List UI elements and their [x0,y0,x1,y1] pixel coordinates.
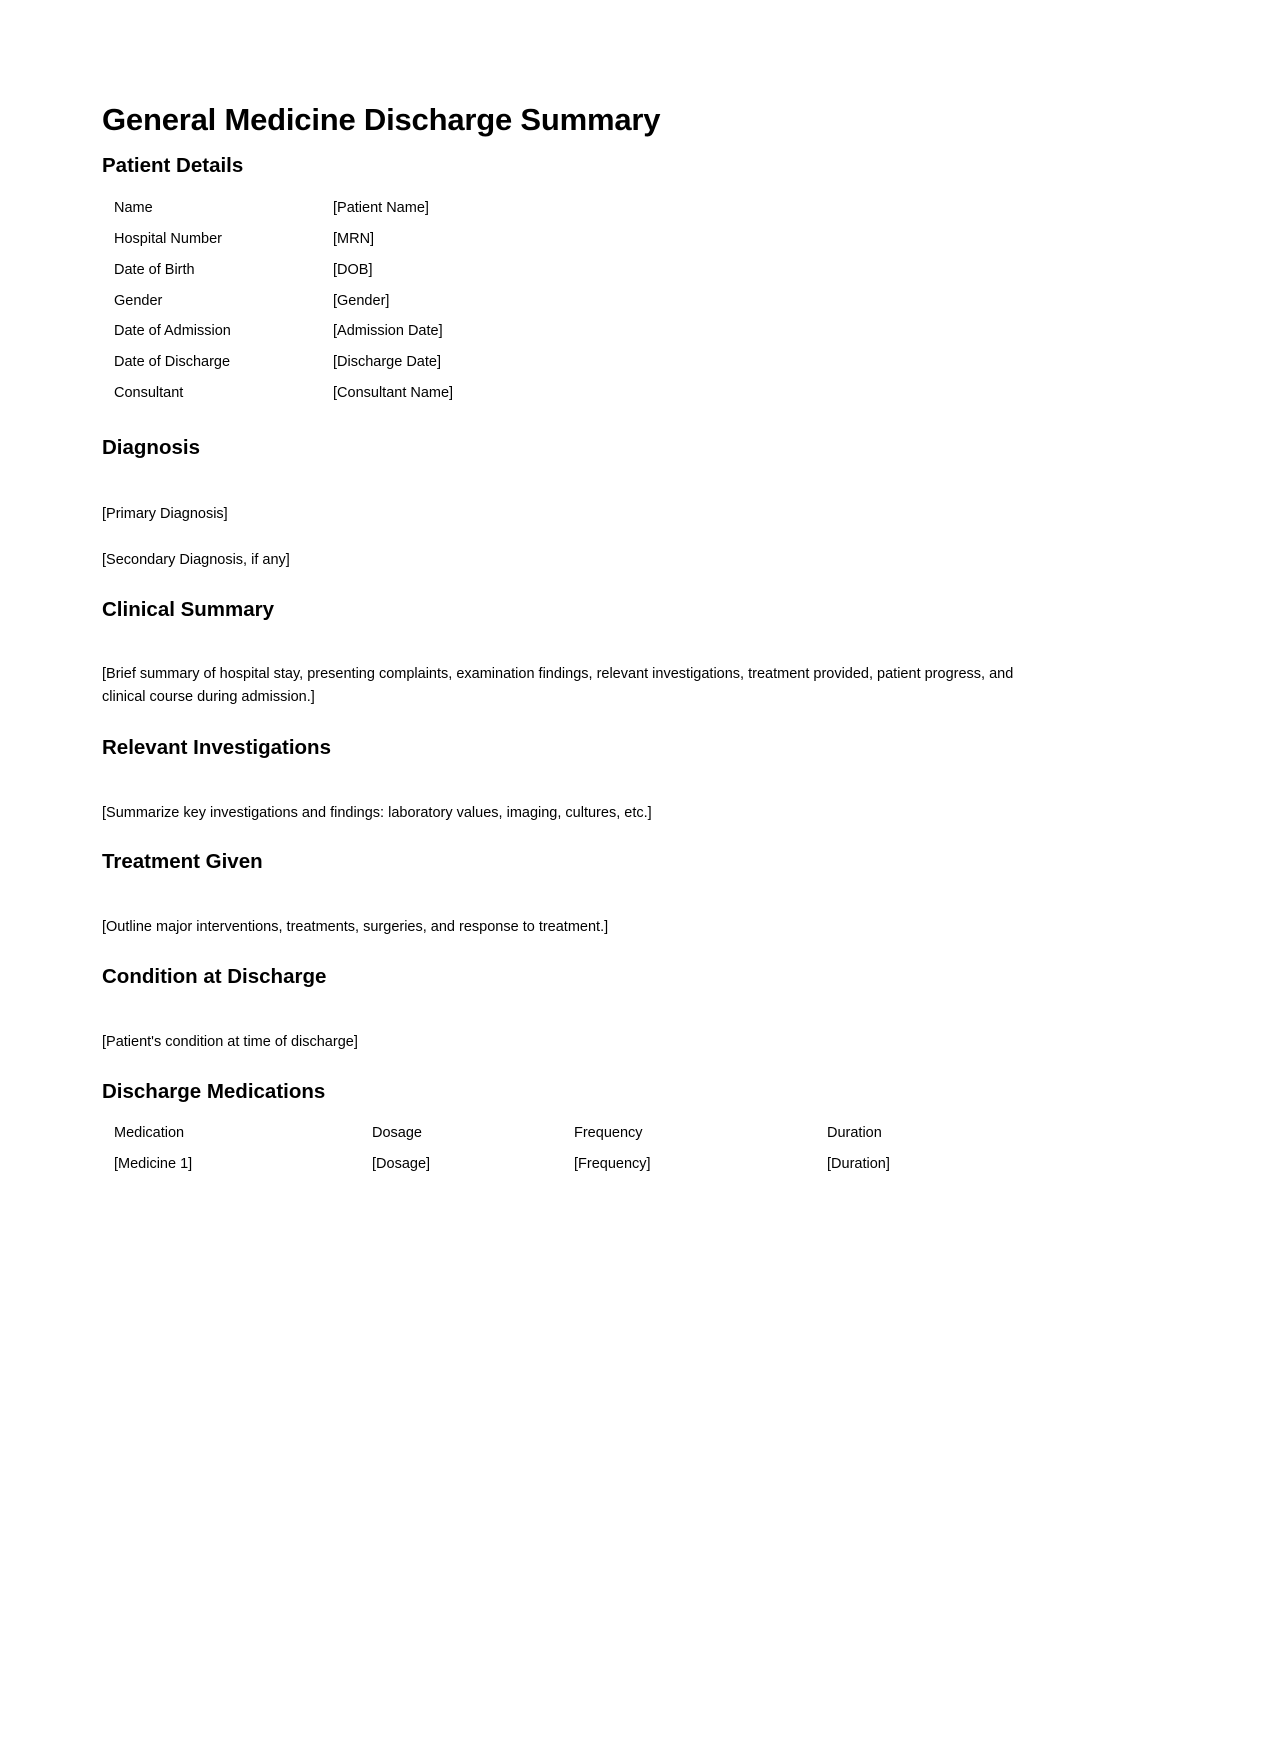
diagnosis-primary-text: [Primary Diagnosis] [102,506,228,522]
patient-detail-value: [Gender] [333,293,390,309]
patient-detail-label: Hospital Number [114,231,222,247]
section-heading-treatment-given: Treatment Given [102,850,263,873]
diagnosis-secondary-text: [Secondary Diagnosis, if any] [102,552,290,568]
patient-detail-row [114,200,429,217]
patient-detail-value: [Consultant Name] [333,385,454,401]
patient-detail-label: Date of Birth [114,262,195,278]
patient-detail-row [114,262,372,279]
section-heading-condition-at-discharge: Condition at Discharge [102,965,327,988]
patient-detail-label: Date of Discharge [114,354,231,370]
page-title: General Medicine Discharge Summary [102,102,661,137]
patient-detail-row [114,231,374,248]
patient-detail-value: [Patient Name] [333,200,429,216]
patient-detail-value: [MRN] [333,231,375,247]
cell-dosage: [Dosage] [372,1156,431,1172]
patient-detail-value: [Discharge Date] [333,354,441,370]
patient-detail-row [114,323,443,340]
section-heading-clinical-summary: Clinical Summary [102,598,275,621]
clinical-summary-text: [Brief summary of hospital stay, presenting complaints, examination findings, relevant investigations, treatment provided, patient progress, and clinical course during admission.] [102,666,1014,705]
patient-detail-value: [DOB] [333,262,373,278]
column-header-frequency: Frequency [574,1125,643,1141]
patient-detail-label: Date of Admission [114,323,231,339]
patient-detail-row [114,293,389,310]
column-header-dosage: Dosage [372,1125,422,1141]
discharge-medications-table [114,1125,1014,1187]
section-heading-patient-details: Patient Details [102,154,244,177]
table-header-row [114,1125,1014,1156]
cell-medication: [Medicine 1] [114,1156,193,1172]
section-heading-diagnosis: Diagnosis [102,436,200,459]
cell-duration: [Duration] [827,1156,890,1172]
patient-detail-row [114,354,441,371]
patient-detail-label: Consultant [114,385,184,401]
condition-at-discharge-text: [Patient's condition at time of discharge] [102,1034,358,1050]
relevant-investigations-text: [Summarize key investigations and findings: laboratory values, imaging, cultures, etc.] [102,805,652,821]
section-heading-discharge-medications: Discharge Medications [102,1080,326,1103]
cell-frequency: [Frequency] [574,1156,651,1172]
section-heading-relevant-investigations: Relevant Investigations [102,736,331,759]
table-row [114,1156,1014,1187]
column-header-medication: Medication [114,1125,185,1141]
patient-detail-label: Gender [114,293,163,309]
patient-detail-label: Name [114,200,153,216]
treatment-given-text: [Outline major interventions, treatments, surgeries, and response to treatment.] [102,919,609,935]
patient-detail-row [114,385,453,402]
column-header-duration: Duration [827,1125,882,1141]
patient-detail-value: [Admission Date] [333,323,443,339]
